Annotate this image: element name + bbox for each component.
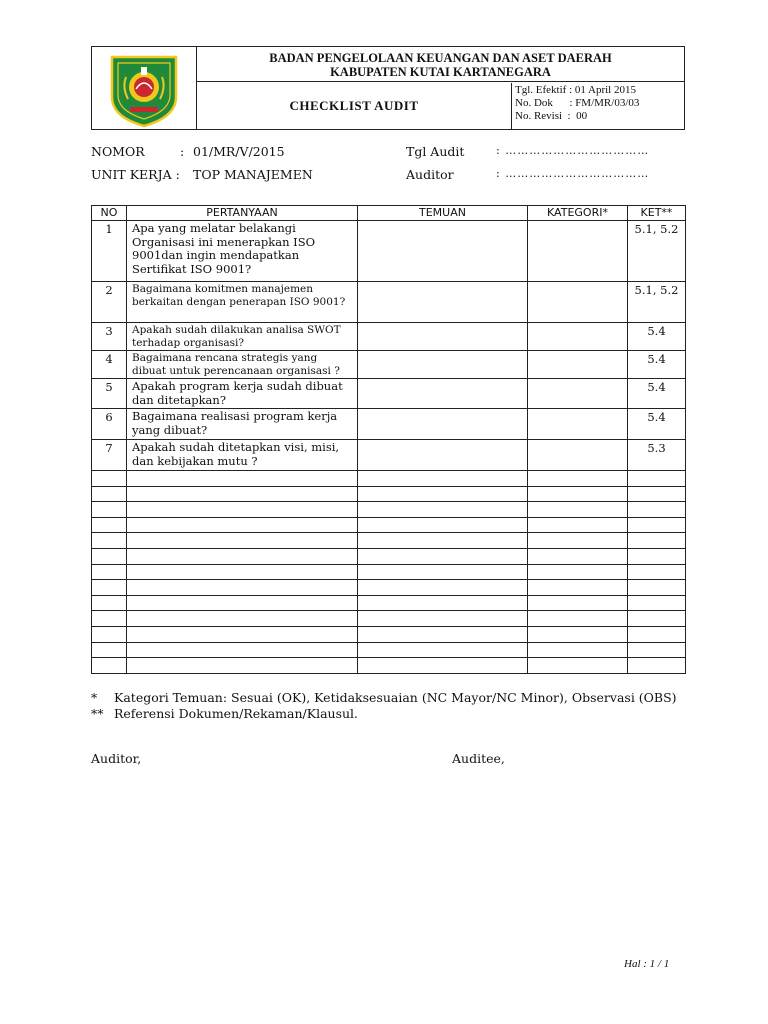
empty-cell[interactable] (528, 517, 628, 533)
empty-cell[interactable] (528, 642, 628, 658)
row-kategori[interactable] (528, 440, 628, 471)
header-kategori: KATEGORI* (528, 206, 628, 221)
empty-cell[interactable] (528, 471, 628, 487)
empty-cell[interactable] (92, 642, 127, 658)
row-question: Apakah program kerja sudah dibuat dan ditetapkan? (127, 379, 358, 409)
logo-cell (92, 47, 197, 129)
table-row (92, 409, 686, 440)
row-temuan[interactable] (358, 282, 528, 323)
empty-cell[interactable] (127, 658, 358, 674)
row-no: 5 (92, 379, 127, 409)
row-question: Apa yang melatar belakangi Organisasi ini menerapkan ISO 9001dan ingin mendapatkan Sertifikat ISO 9001? (127, 221, 358, 282)
note-1-mark: * (91, 690, 98, 705)
empty-cell[interactable] (628, 533, 686, 549)
auditor-value: : ……………………………… (496, 167, 650, 180)
empty-cell[interactable] (628, 486, 686, 502)
tgl-audit-label: Tgl Audit (406, 144, 465, 159)
unit-kerja-value: TOP MANAJEMEN (193, 167, 313, 182)
org-line-1: BADAN PENGELOLAAN KEUANGAN DAN ASET DAERAH (269, 51, 612, 65)
empty-cell[interactable] (358, 502, 528, 518)
table-row (92, 282, 686, 323)
table-row (92, 379, 686, 409)
empty-cell[interactable] (92, 595, 127, 611)
empty-cell[interactable] (92, 580, 127, 596)
empty-row (92, 658, 686, 674)
empty-cell[interactable] (358, 533, 528, 549)
nomor-value: 01/MR/V/2015 (193, 144, 285, 159)
empty-cell[interactable] (92, 611, 127, 627)
unit-kerja-label: UNIT KERJA : (91, 167, 180, 182)
row-kategori[interactable] (528, 282, 628, 323)
row-temuan[interactable] (358, 440, 528, 471)
empty-cell[interactable] (528, 548, 628, 564)
empty-row (92, 611, 686, 627)
empty-cell[interactable] (127, 642, 358, 658)
no-revisi: No. Revisi : 00 (515, 110, 588, 122)
empty-cell[interactable] (628, 611, 686, 627)
row-question: Apakah sudah dilakukan analisa SWOT terhadap organisasi? (127, 323, 358, 351)
empty-cell[interactable] (358, 626, 528, 642)
row-ket: 5.4 (628, 409, 686, 440)
note-2-mark: ** (91, 706, 104, 721)
empty-cell[interactable] (358, 642, 528, 658)
empty-cell[interactable] (628, 642, 686, 658)
row-temuan[interactable] (358, 351, 528, 379)
auditor-signature-label: Auditor, (91, 751, 142, 766)
empty-row (92, 471, 686, 487)
empty-cell[interactable] (92, 533, 127, 549)
empty-row (92, 642, 686, 658)
empty-cell[interactable] (358, 548, 528, 564)
empty-cell[interactable] (92, 658, 127, 674)
org-line-2: KABUPATEN KUTAI KARTANEGARA (330, 65, 551, 79)
row-ket: 5.1, 5.2 (628, 221, 686, 282)
empty-cell[interactable] (127, 548, 358, 564)
table-row (92, 351, 686, 379)
row-question: Bagaimana realisasi program kerja yang dibuat? (127, 409, 358, 440)
table-header-row (92, 206, 686, 221)
empty-cell[interactable] (528, 580, 628, 596)
empty-cell[interactable] (127, 533, 358, 549)
empty-cell[interactable] (127, 595, 358, 611)
empty-row (92, 595, 686, 611)
empty-cell[interactable] (528, 502, 628, 518)
row-no: 7 (92, 440, 127, 471)
empty-row (92, 626, 686, 642)
empty-row (92, 564, 686, 580)
empty-cell[interactable] (358, 580, 528, 596)
row-kategori[interactable] (528, 409, 628, 440)
empty-cell[interactable] (628, 564, 686, 580)
table-row (92, 440, 686, 471)
empty-cell[interactable] (528, 486, 628, 502)
empty-row (92, 580, 686, 596)
empty-cell[interactable] (358, 564, 528, 580)
note-2-text: Referensi Dokumen/Rekaman/Klausul. (114, 706, 359, 721)
empty-cell[interactable] (92, 564, 127, 580)
tgl-efektif: Tgl. Efektif : 01 April 2015 (515, 84, 636, 96)
document-meta (512, 83, 684, 129)
empty-cell[interactable] (628, 626, 686, 642)
checklist-table (91, 205, 686, 674)
row-temuan[interactable] (358, 409, 528, 440)
empty-cell[interactable] (528, 658, 628, 674)
note-1-text: Kategori Temuan: Sesuai (OK), Ketidaksesuaian (NC Mayor/NC Minor), Observasi (OBS) (114, 690, 677, 705)
row-no: 2 (92, 282, 127, 323)
empty-row (92, 486, 686, 502)
empty-cell[interactable] (127, 611, 358, 627)
empty-row (92, 533, 686, 549)
empty-cell[interactable] (127, 502, 358, 518)
empty-cell[interactable] (127, 471, 358, 487)
empty-cell[interactable] (127, 564, 358, 580)
empty-cell[interactable] (92, 486, 127, 502)
empty-cell[interactable] (528, 626, 628, 642)
row-ket: 5.4 (628, 379, 686, 409)
empty-cell[interactable] (628, 658, 686, 674)
empty-row (92, 502, 686, 518)
empty-cell[interactable] (628, 548, 686, 564)
row-kategori[interactable] (528, 323, 628, 351)
empty-cell[interactable] (127, 486, 358, 502)
empty-cell[interactable] (358, 611, 528, 627)
auditor-label: Auditor (406, 167, 454, 182)
row-ket: 5.1, 5.2 (628, 282, 686, 323)
empty-cell[interactable] (528, 611, 628, 627)
row-kategori[interactable] (528, 221, 628, 282)
header-ket: KET** (628, 206, 686, 221)
empty-cell[interactable] (127, 517, 358, 533)
row-ket: 5.4 (628, 351, 686, 379)
empty-cell[interactable] (127, 626, 358, 642)
row-no: 4 (92, 351, 127, 379)
empty-cell[interactable] (92, 548, 127, 564)
page-number: Hal : 1 / 1 (624, 958, 670, 970)
row-question: Apakah sudah ditetapkan visi, misi, dan kebijakan mutu ? (127, 440, 358, 471)
nomor-label: NOMOR (91, 144, 145, 159)
empty-row (92, 517, 686, 533)
empty-row (92, 548, 686, 564)
table-row (92, 221, 686, 282)
row-temuan[interactable] (358, 221, 528, 282)
empty-cell[interactable] (528, 595, 628, 611)
row-no: 6 (92, 409, 127, 440)
empty-cell[interactable] (358, 658, 528, 674)
document-title: CHECKLIST AUDIT (197, 83, 512, 129)
row-kategori[interactable] (528, 379, 628, 409)
empty-cell[interactable] (92, 502, 127, 518)
kutai-kartanegara-emblem-icon (92, 47, 196, 129)
nomor-separator: : (180, 144, 185, 159)
organization-name (197, 47, 684, 82)
empty-cell[interactable] (528, 564, 628, 580)
empty-cell[interactable] (628, 471, 686, 487)
table-row (92, 323, 686, 351)
empty-cell[interactable] (92, 471, 127, 487)
header-temuan: TEMUAN (358, 206, 528, 221)
empty-cell[interactable] (628, 595, 686, 611)
empty-cell[interactable] (628, 517, 686, 533)
empty-cell[interactable] (92, 626, 127, 642)
empty-cell[interactable] (628, 502, 686, 518)
row-no: 3 (92, 323, 127, 351)
header-no: NO (92, 206, 127, 221)
empty-cell[interactable] (358, 517, 528, 533)
auditee-signature-label: Auditee, (452, 751, 505, 766)
empty-cell[interactable] (358, 486, 528, 502)
row-ket: 5.4 (628, 323, 686, 351)
row-question: Bagaimana rencana strategis yang dibuat untuk perencanaan organisasi ? (127, 351, 358, 379)
row-temuan[interactable] (358, 323, 528, 351)
header-pertanyaan: PERTANYAAN (127, 206, 358, 221)
row-question: Bagaimana komitmen manajemen berkaitan dengan penerapan ISO 9001? (127, 282, 358, 323)
empty-cell[interactable] (358, 471, 528, 487)
row-no: 1 (92, 221, 127, 282)
empty-cell[interactable] (92, 517, 127, 533)
no-dok: No. Dok : FM/MR/03/03 (515, 97, 640, 109)
row-ket: 5.3 (628, 440, 686, 471)
document-header (91, 46, 685, 130)
row-kategori[interactable] (528, 351, 628, 379)
empty-cell[interactable] (358, 595, 528, 611)
empty-cell[interactable] (528, 533, 628, 549)
empty-cell[interactable] (628, 580, 686, 596)
tgl-audit-value: : ……………………………… (496, 144, 650, 157)
empty-cell[interactable] (127, 580, 358, 596)
row-temuan[interactable] (358, 379, 528, 409)
